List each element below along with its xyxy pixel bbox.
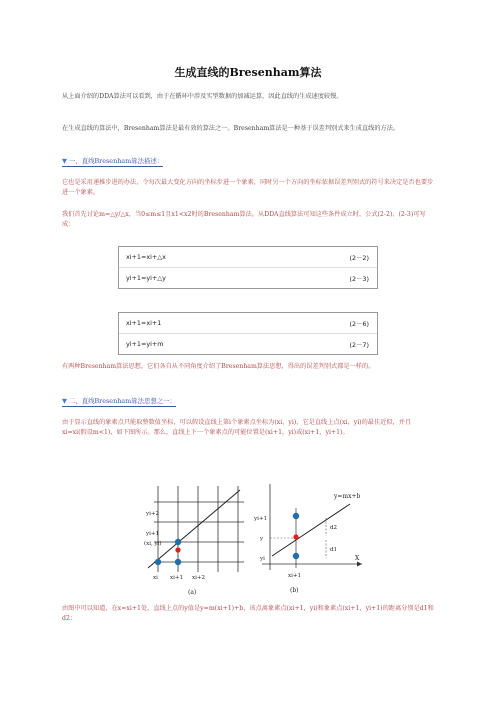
point-label: (xi, yi) (144, 541, 162, 547)
y-axis-label: yi (260, 556, 265, 562)
section-heading-1[interactable] (62, 156, 163, 167)
x-axis-name: X (355, 555, 360, 562)
formula-text: xi+1=xi+△x (126, 253, 166, 261)
expand-arrow-icon: ▼ (62, 397, 67, 405)
y-axis-label: yi+1 (254, 516, 267, 522)
intro-paragraph: 从上面介绍的DDA算法可以看到，由于在循环中涉及实型数据的加减运算，因此直线的生成速度较慢。 (62, 93, 343, 100)
y-axis-label: y (260, 536, 264, 542)
figure-caption: (b) (290, 587, 299, 594)
distance-paragraph: 由图中可以知道，在x=xi+1处，直线上点的y值是y=m(xi+1)+b，该点离象素点(xi+1，yi)和象素点(xi+1，yi+1)的距离分别是d1和d2： (62, 605, 434, 622)
distance-label: d1 (330, 547, 338, 553)
formula-text: yi+1=yi+m (126, 340, 164, 348)
formula-box-1 (118, 246, 378, 289)
x-axis-label: xi+1 (288, 573, 301, 579)
expand-arrow-icon: ▼ (62, 157, 67, 165)
algorithm-description: 它也是采用递推步进的办法，令每次最大变化方向的坐标步进一个象素，同时另一个方向的坐标依据误差判别式的符号来决定是否也要步进一个象素。 (62, 179, 434, 196)
formula-box-2 (118, 312, 378, 355)
idea-paragraph: 有两种Bresenham算法思想，它们各自从不同角度介绍了Bresenham算法思想，得出的误差判别式都是一样的。 (62, 363, 375, 370)
figure-a-pixel-grid (144, 482, 248, 598)
formula-text: xi+1=xi+1 (126, 319, 162, 327)
formula-number: (2－7) (349, 341, 369, 349)
page-title: 生成直线的Bresenham算法 (174, 66, 322, 79)
formula-text: yi+1=yi+△y (126, 274, 166, 282)
formula-number: (2－2) (349, 254, 369, 262)
definition-paragraph: 在生成直线的算法中，Bresenham算法是最有效的算法之一。Bresenham算法是一种基于误差判别式来生成直线的方法。 (62, 125, 400, 132)
formula-number: (2－3) (349, 275, 369, 283)
x-axis-label: xi+1 (170, 575, 183, 581)
formula-row (119, 313, 377, 333)
x-axis-label: xi (153, 575, 158, 581)
section-heading-2-label: 二、直线Bresenham算法思想之一： (68, 397, 176, 405)
y-axis-label: yi+1 (146, 531, 159, 537)
y-axis-label: yi+2 (146, 511, 159, 517)
pixel-position-paragraph: 由于显示直线的象素点只能取整数值坐标，可以假设直线上第i个象素点坐标为(xi，yi)，它是直线上点(xi，yi)的最佳近似，并且xi=xi(假设m<1)，如下图所示。那么，直线上下一个象素点的可能位置是(xi+1，yi)或(xi+1，yi+1)。 (62, 419, 412, 436)
figure-caption: (a) (188, 589, 197, 596)
formula-number: (2－6) (349, 320, 369, 328)
slope-discussion: 我们首先讨论m=△y/△x，当0≤m≤1且x1<x2时的Bresenham算法。从DDA直线算法可知这些条件成立时，公式(2-2)、(2-3)可写成： (62, 211, 426, 228)
formula-row (119, 267, 377, 288)
x-axis-label: xi+2 (192, 575, 205, 581)
line-equation-label: y=mx+b (334, 493, 361, 500)
figure-b-distance-diagram (252, 482, 364, 594)
formula-row (119, 247, 377, 267)
section-heading-1-label: 一、直线Bresenham算法描述： (68, 157, 164, 165)
section-heading-2[interactable] (62, 396, 176, 407)
distance-label: d2 (330, 525, 338, 531)
formula-row (119, 333, 377, 354)
